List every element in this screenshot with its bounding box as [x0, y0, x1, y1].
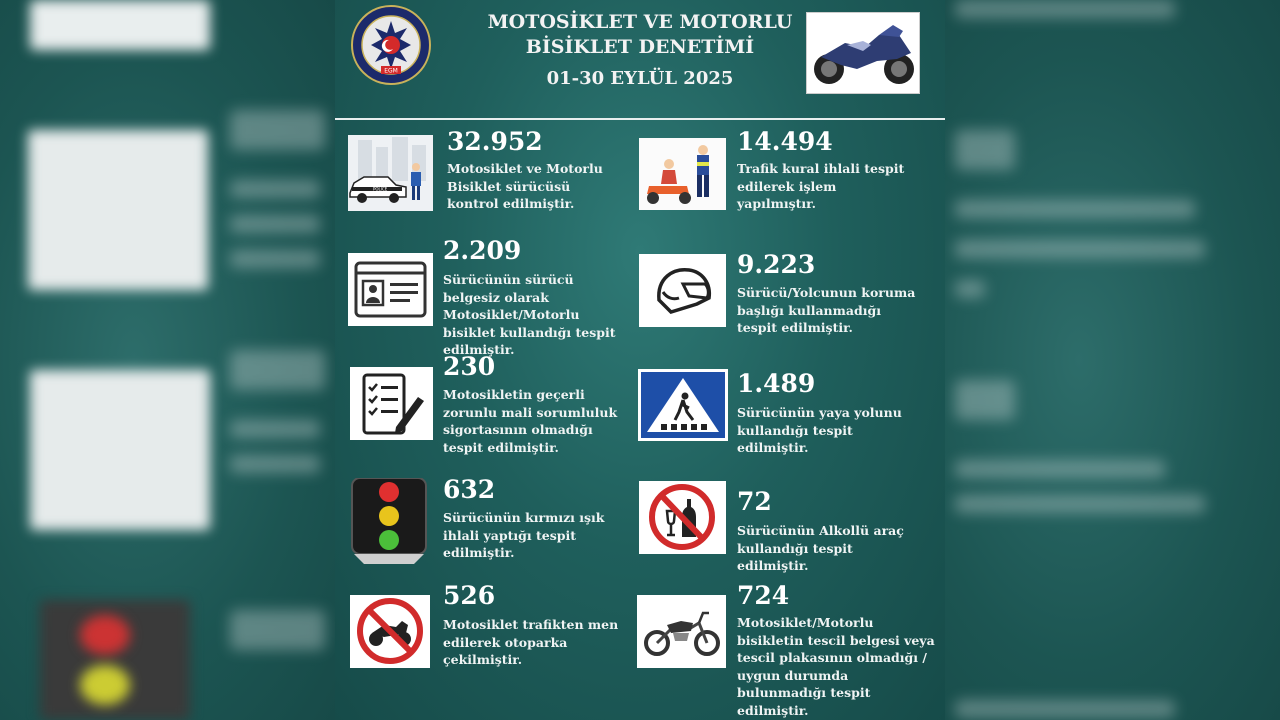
- motorcycle-icon: [637, 595, 726, 668]
- stat-description: Motosiklet ve Motorlu Bisiklet sürücüsü kontrol edilmiştir.: [447, 161, 603, 211]
- no-alcohol-icon: [639, 481, 726, 554]
- stat-number: 2.209: [443, 236, 522, 265]
- sport-motorcycle-image: [806, 12, 920, 94]
- blurred-background-right: [945, 0, 1280, 720]
- pedestrian-crossing-icon: [638, 369, 728, 441]
- stat-number: 1.489: [737, 369, 816, 398]
- date-range: 01-30 EYLÜL 2025: [546, 68, 734, 89]
- title-line-2: BİSİKLET DENETİMİ: [525, 36, 755, 58]
- stat-number: 526: [443, 581, 496, 610]
- svg-text:EGM: EGM: [384, 67, 398, 75]
- stat-number: 32.952: [447, 127, 543, 156]
- stat-description: Motosikletin geçerli zorunlu mali sorumluluk sigortasının olmadığı tespit edilmiştir.: [443, 387, 618, 455]
- stat-description: Sürücünün sürücü belgesiz olarak Motosiklet/Motorlu bisiklet kullandığı tespit edilmiştir.: [443, 272, 616, 357]
- stat-number: 72: [737, 487, 772, 516]
- stat-number: 14.494: [737, 127, 833, 156]
- stat-description: Sürücünün yaya yolunu kullandığı tespit edilmiştir.: [737, 405, 902, 455]
- title-line-1: MOTOSİKLET VE MOTORLU: [487, 11, 793, 33]
- svg-text:POLICE: POLICE: [373, 186, 388, 192]
- header-divider: [335, 118, 945, 120]
- poster-title: [475, 10, 805, 60]
- stat-number: 230: [443, 352, 496, 381]
- stat-description: Trafik kural ihlali tespit edilerek işlem yapılmıştır.: [737, 161, 905, 211]
- stat-description: Sürücünün Alkollü araç kullandığı tespit edilmiştir.: [737, 523, 904, 573]
- traffic-officer-icon: [639, 138, 726, 210]
- license-card-icon: [348, 253, 433, 326]
- no-motorcycle-icon: [350, 595, 430, 668]
- stat-number: 9.223: [737, 250, 816, 279]
- blurred-background-left: [0, 0, 335, 720]
- infographic-poster: [335, 0, 945, 720]
- stat-description: Motosiklet trafikten men edilerek otoparka çekilmiştir.: [443, 617, 619, 667]
- stat-description: Sürücünün kırmızı ışık ihlali yaptığı tespit edilmiştir.: [443, 510, 605, 560]
- traffic-light-icon: [350, 478, 428, 566]
- helmet-icon: [639, 254, 726, 327]
- police-car-icon: [348, 135, 433, 211]
- stat-description: Motosiklet/Motorlu bisikletin tescil belgesi veya tescil plakasının olmadığı / uygun durumda bulunmadığı tespit edilmiştir.: [737, 615, 935, 718]
- checklist-icon: [350, 367, 433, 440]
- stat-description: Sürücü/Yolcunun koruma başlığı kullanmadığı tespit edilmiştir.: [737, 285, 916, 335]
- stat-number: 724: [737, 581, 790, 610]
- stat-number: 632: [443, 475, 496, 504]
- police-emblem-logo: [345, 4, 437, 86]
